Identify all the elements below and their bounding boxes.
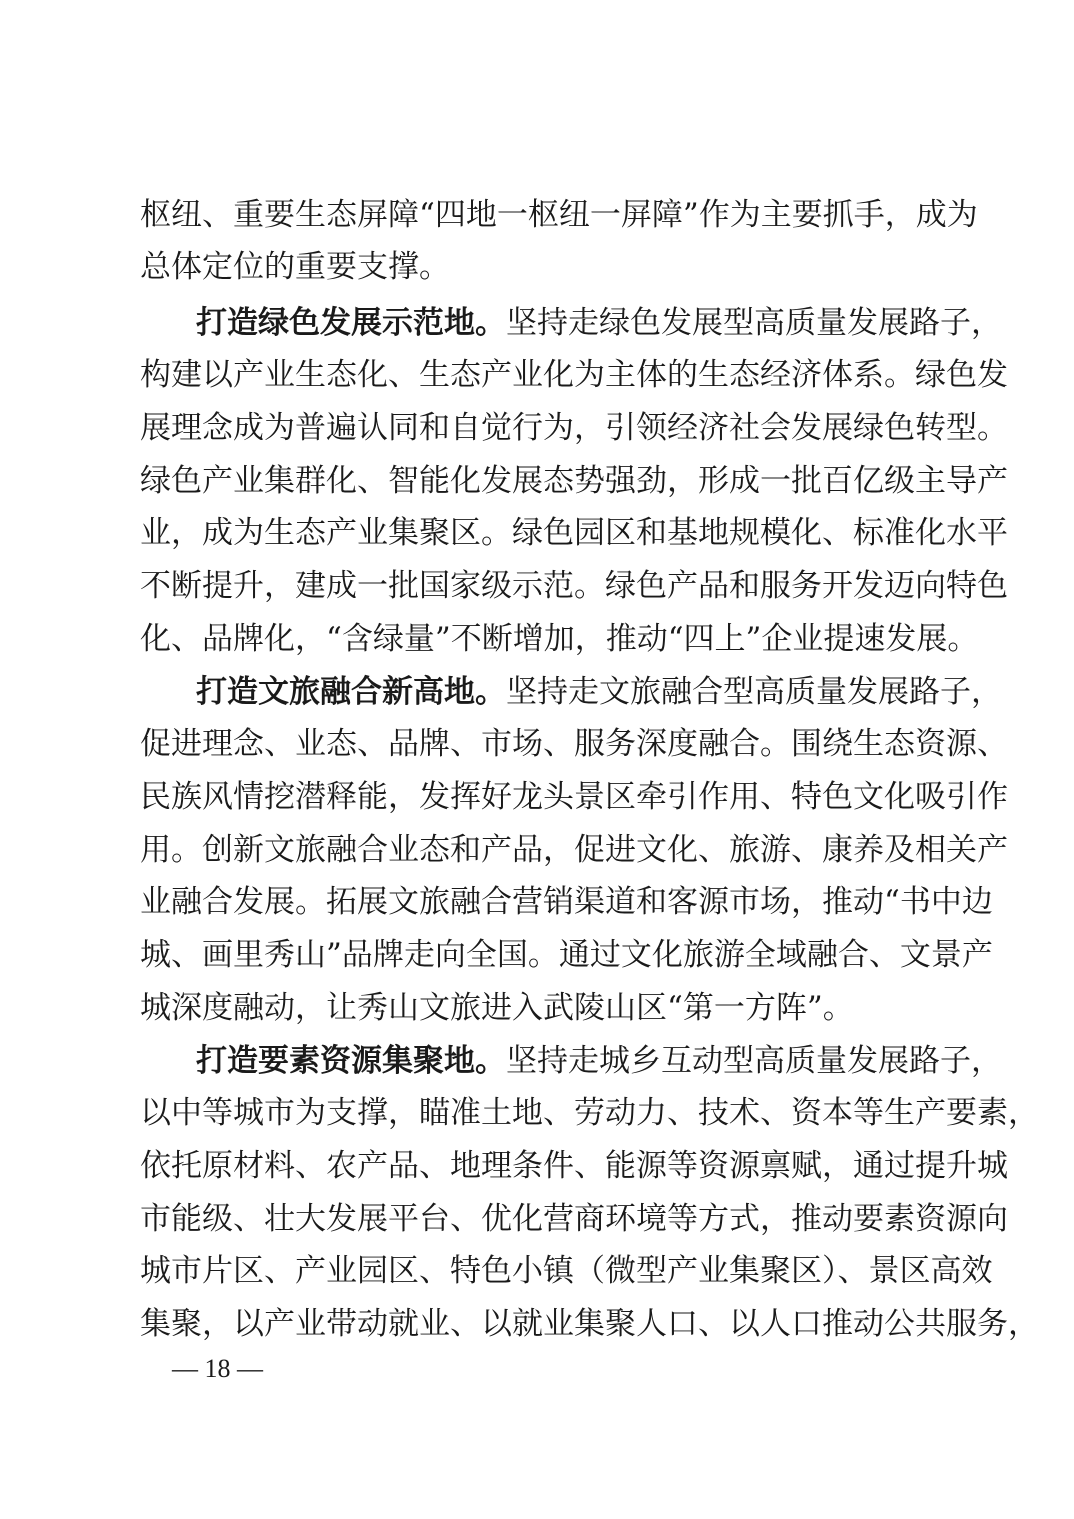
- text-line: 民族风情挖潜释能，发挥好龙头景区牵引作用、特色文化吸引作: [140, 779, 1008, 815]
- text-line: 业，成为生态产业集聚区。绿色园区和基地规模化、标准化水平: [140, 515, 1008, 551]
- paragraph-heading: 打造要素资源集聚地。: [196, 1043, 506, 1079]
- paragraph-first-line: [196, 672, 1002, 712]
- text-line: 展理念成为普遍认同和自觉行为，引领经济社会发展绿色转型。: [140, 410, 1008, 446]
- paragraph-text: 坚持走城乡互动型高质量发展路子，: [506, 1043, 1002, 1079]
- paragraph-heading: 打造文旅融合新高地。: [196, 674, 506, 710]
- text-line: 城、画里秀山”品牌走向全国。通过文化旅游全域融合、文景产: [140, 937, 993, 973]
- text-line: 枢纽、重要生态屏障“四地一枢纽一屏障”作为主要抓手，成为: [140, 197, 978, 233]
- paragraph-first-line: [196, 303, 1002, 343]
- paragraph-text: 坚持走绿色发展型高质量发展路子，: [506, 305, 1002, 341]
- text-line: 集聚，以产业带动就业、以就业集聚人口、以人口推动公共服务，: [140, 1306, 1039, 1342]
- page-number: — 18 —: [172, 1354, 263, 1383]
- paragraph-text: 坚持走文旅融合型高质量发展路子，: [506, 674, 1002, 710]
- text-line: 以中等城市为支撑，瞄准土地、劳动力、技术、资本等生产要素，: [140, 1095, 1039, 1131]
- text-line: 不断提升，建成一批国家级示范。绿色产品和服务开发迈向特色: [140, 568, 1008, 604]
- paragraph-heading: 打造绿色发展示范地。: [196, 305, 506, 341]
- text-line: 市能级、壮大发展平台、优化营商环境等方式，推动要素资源向: [140, 1201, 1008, 1237]
- text-line: 促进理念、业态、品牌、市场、服务深度融合。围绕生态资源、: [140, 726, 1008, 762]
- text-line: 总体定位的重要支撑。: [140, 249, 450, 285]
- text-line: 依托原材料、农产品、地理条件、能源等资源禀赋，通过提升城: [140, 1148, 1008, 1184]
- text-line: 用。创新文旅融合业态和产品，促进文化、旅游、康养及相关产: [140, 832, 1008, 868]
- text-line: 城市片区、产业园区、特色小镇（微型产业集聚区）、景区高效: [140, 1253, 993, 1289]
- text-line: 化、品牌化，“含绿量”不断增加，推动“四上”企业提速发展。: [140, 621, 979, 657]
- paragraph-first-line: [196, 1041, 1002, 1081]
- text-line: 城深度融动，让秀山文旅进入武陵山区“第一方阵”。: [140, 990, 854, 1026]
- text-line: 构建以产业生态化、生态产业化为主体的生态经济体系。绿色发: [140, 357, 1008, 393]
- text-line: 业融合发展。拓展文旅融合营销渠道和客源市场，推动“书中边: [140, 884, 993, 920]
- text-line: 绿色产业集群化、智能化发展态势强劲，形成一批百亿级主导产: [140, 463, 1008, 499]
